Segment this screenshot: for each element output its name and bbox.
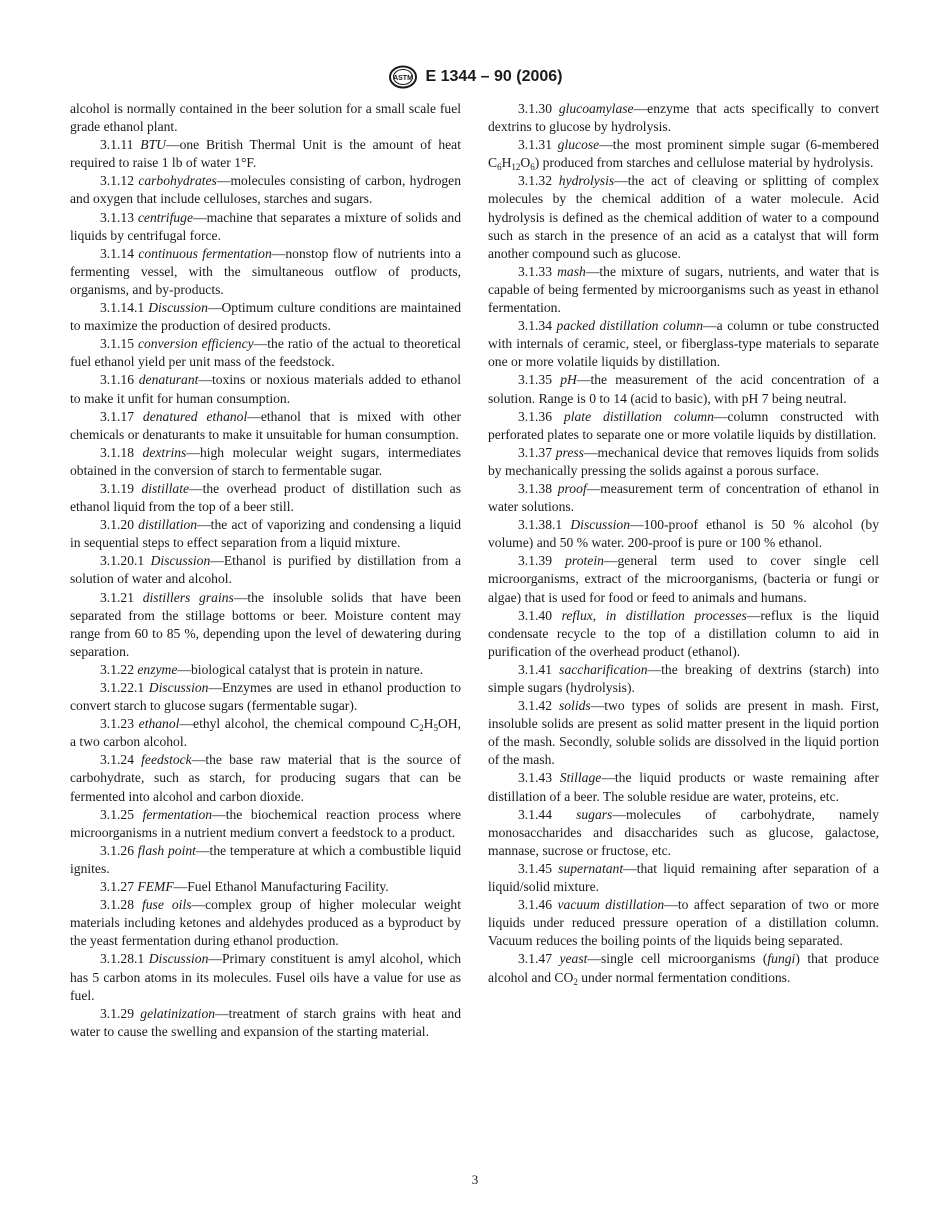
section-number: 3.1.42 [518,698,559,714]
definition-text: —the ratio of the actual to theoretical fuel ethanol yield per unit mass of the feedstock. [70,336,461,370]
defined-term: mash [557,263,586,279]
section-number: 3.1.44 [518,806,577,822]
chemical-subscript: 2 [573,976,578,987]
definition-text: —the breaking of dextrins (starch) into simple sugars (hydrolysis). [488,661,879,695]
defined-term: dextrins [142,444,187,460]
definition-paragraph [488,480,879,516]
defined-term: conversion efficiency [137,336,254,352]
section-number: 3.1.27 [100,879,138,895]
defined-term: sugars [576,806,613,822]
defined-term: Discussion [570,517,631,533]
defined-term: carbohydrates [138,173,217,189]
section-number: 3.1.22.1 [100,680,149,695]
defined-term: distillate [141,480,190,496]
section-number: 3.1.28 [100,897,142,913]
definition-text: —reflux is the liquid condensate recycle to the top of a distillation column to aid in purification of the overhead product (ethanol). [488,607,879,659]
definition-text: —the liquid products or waste remaining after distillation of a beer. The soluble residue are water, proteins, etc. [488,770,879,804]
section-number: 3.1.13 [100,209,138,225]
definition-paragraph [488,516,879,552]
definition-paragraph [70,715,461,751]
section-number: 3.1.33 [518,263,558,279]
definition-paragraph [70,950,461,1004]
definition-text: —Enzymes are used in ethanol production to convert starch to glucose sugars (fermentable sugar). [70,680,461,714]
defined-term: saccharification [559,661,648,677]
definition-paragraph [488,806,879,860]
section-number: 3.1.37 [518,444,556,460]
definition-text: —measurement term of concentration of ethanol in water solutions. [488,480,879,515]
definition-paragraph [70,679,461,715]
definition-paragraph [488,371,879,407]
definition-paragraph [488,408,879,444]
section-number: 3.1.28.1 [100,951,149,967]
definition-text: —to affect separation of two or more liquids under reduced pressure operation of a distillation column. Vacuum reduces the boiling points of the liquids being separated. [488,897,879,949]
definition-text: —Ethanol is purified by distillation from a solution of water and alcohol. [70,553,461,587]
definition-paragraph [70,806,461,842]
defined-term: glucoamylase [558,101,634,116]
definition-text: —complex group of higher molecular weight materials including ketones and aldehydes produced as a byproduct by the yeast fermentation during ethanol production. [70,897,461,949]
definition-text: —Fuel Ethanol Manufacturing Facility. [173,879,389,895]
definition-text: —100-proof ethanol is 50 % alcohol (by volume) and 50 % water. 200-proof is pure or 100 % ethanol. [488,517,880,551]
definition-paragraph [70,589,461,661]
section-number: 3.1.12 [100,173,139,189]
definition-paragraph [70,661,461,679]
defined-term: denaturant [138,372,199,388]
definition-text: —the mixture of sugars, nutrients, and water that is capable of being fermented by microorganisms such as yeast in ethanol fermentation. [488,263,879,316]
defined-term: enzyme [137,661,178,677]
definition-paragraph [488,950,879,986]
section-number: 3.1.45 [518,860,559,876]
definition-paragraph [488,896,879,950]
defined-term: centrifuge [137,209,193,225]
definition-paragraph [488,769,879,805]
section-number: 3.1.14 [100,245,139,261]
defined-term: denatured ethanol [142,408,248,424]
definition-text: —that liquid remaining after separation of a liquid/solid mixture. [488,860,879,895]
section-number: 3.1.35 [518,372,561,388]
section-number: 3.1.15 [100,336,138,352]
defined-term: Discussion [148,951,209,967]
definition-paragraph [488,172,879,262]
right-column [488,100,879,987]
definition-text: —nonstop flow of nutrients into a fermenting vessel, with the simultaneous outflow of products, organisms, and by-products. [70,245,461,297]
left-column [70,100,461,1041]
definition-paragraph [70,842,461,878]
definition-text: —the overhead product of distillation such as ethanol liquid from the top of a beer still. [70,480,461,515]
section-number: 3.1.30 [518,101,559,116]
definition-text: H [423,716,434,732]
section-number: 3.1.29 [100,1005,141,1021]
definition-text: —molecules of carbohydrate, namely monosaccharides and disaccharides such as glucose, galactose, mannase, sucrose or fructose, etc. [488,806,879,858]
section-number: 3.1.38.1 [518,517,571,533]
definition-text: —single cell microorganisms ( [587,951,768,967]
section-number: 3.1.47 [518,951,560,967]
definition-paragraph [70,878,461,896]
definition-text: ) that produce alcohol and CO [488,951,879,985]
defined-term: ethanol [138,716,180,732]
defined-term: distillers grains [142,589,234,605]
defined-term: press [555,444,584,460]
definition-paragraph [488,136,879,172]
definition-paragraph [488,444,879,480]
section-number: 3.1.17 [100,408,143,424]
definition-paragraph [70,1005,461,1041]
definition-text: —machine that separates a mixture of solids and liquids by centrifugal force. [70,209,461,243]
definition-text: —molecules consisting of carbon, hydrogen and oxygen that include celluloses, starches and sugars. [70,173,461,207]
definition-text: —the most prominent simple sugar (6-membered C [488,137,880,171]
definition-paragraph [488,263,879,317]
section-number: 3.1.39 [518,553,566,569]
definition-paragraph [488,317,879,371]
section-number: 3.1.41 [518,661,560,677]
astm-logo-icon [388,65,418,89]
defined-term: vacuum distillation [557,897,665,913]
section-number: 3.1.25 [100,806,143,822]
definition-text: —the biochemical reaction process where microorganisms in a nutrient medium convert a feedstock to a product. [70,806,461,840]
definition-text: —toxins or noxious materials added to ethanol to make it unfit for human consumption. [70,372,461,406]
section-number: 3.1.31 [518,137,558,153]
chemical-subscript: 2 [419,723,424,734]
definition-text: —mechanical device that removes liquids from solids by mechanically pressing the solids against a porous surface. [488,444,879,478]
section-number: 3.1.23 [100,716,139,732]
section-number: 3.1.46 [518,897,558,913]
defined-term: BTU [140,137,166,153]
defined-term: plate distillation column [563,408,714,424]
section-number: 3.1.36 [518,408,564,424]
page-number: 3 [471,1172,479,1187]
section-number: 3.1.32 [518,173,559,189]
definition-text: —Primary constituent is amyl alcohol, which has 5 carbon atoms in its molecules. Fusel oils have a value for use as fuel. [70,951,461,1003]
definition-text: —general term used to cover single cell microorganisms, extract of the microorganisms, (bacteria or fungi or algae) that is used for food or feed to animals and humans. [488,553,879,605]
defined-term: hydrolysis [558,173,615,189]
defined-term: Stillage [559,770,602,786]
document-designation: E 1344 – 90 (2006) [425,68,563,85]
definition-text: —the temperature at which a combustible liquid ignites. [70,842,461,876]
section-number: 3.1.40 [518,607,562,623]
defined-term: feedstock [141,752,192,768]
defined-term: fungi [767,951,796,967]
defined-term: protein [565,553,604,569]
definition-text: under normal fermentation conditions. [577,969,791,985]
definition-paragraph [70,751,461,805]
definition-text: —two types of solids are present in mash. First, insoluble solids are present as solid matter present in the liquid portion of the mash. Secondly, soluble solids are dissolved in the liquid portion of the mash. [488,698,879,768]
definition-text: —ethanol that is mixed with other chemicals or denaturants to make it unsuitable for human consumption. [70,408,462,442]
section-number: 3.1.18 [100,444,143,460]
section-number: 3.1.19 [100,480,142,496]
definition-paragraph [70,408,461,444]
definition-text: alcohol is normally contained in the beer solution for a small scale fuel grade ethanol plant. [70,101,461,135]
definition-text: —column constructed with perforated plates to separate one or more volatile liquids by distillation. [488,408,879,442]
defined-term: fuse oils [141,897,192,913]
definition-paragraph [488,552,879,606]
defined-term: supernatant [558,860,624,876]
definition-paragraph [70,136,461,172]
definition-paragraph [70,245,461,299]
definition-text: —Optimum culture conditions are maintained to maximize the production of desired products. [70,300,462,334]
defined-term: fermentation [142,806,213,822]
defined-term: Discussion [150,553,211,569]
definition-paragraph [488,661,879,697]
defined-term: proof [557,480,587,496]
definition-text: —the act of vaporizing and condensing a liquid in sequential steps to effect separation from a liquid mixture. [70,517,461,551]
chemical-subscript: 5 [433,723,438,734]
definition-text: —the insoluble solids that have been separated from the stillage bottoms or beer. Moisture content may range from 60 to 85 %, depending upon the level of dewatering during separation. [70,589,461,659]
definition-paragraph [70,299,461,335]
definition-text: —ethyl alcohol, the chemical compound C [179,716,420,732]
definition-text: —enzyme that acts specifically to convert dextrins to glucose by hydrolysis. [488,101,880,135]
defined-term: reflux, in distillation processes [561,607,747,623]
definition-paragraph [70,335,461,371]
chemical-subscript: 6 [497,162,502,173]
page-header [0,64,950,90]
chemical-subscript: 12 [511,162,521,173]
definition-text: —the base raw material that is the source of carbohydrate, such as starch, for producing sugars that can be fermented into alcohol and carbon dioxide. [70,752,462,804]
section-number: 3.1.21 [100,589,143,605]
defined-term: distillation [138,517,198,533]
definition-paragraph [70,172,461,208]
definition-paragraph [488,607,879,661]
section-number: 3.1.22 [100,661,138,677]
definition-text: OH, a two carbon alcohol. [70,716,461,750]
definition-paragraph [70,516,461,552]
section-number: 3.1.34 [518,318,557,334]
definition-text: —the measurement of the acid concentration of a solution. Range is 0 to 14 (acid to basic), with pH 7 being neutral. [488,372,879,406]
definition-paragraph [488,860,879,896]
section-number: 3.1.20.1 [100,553,151,569]
defined-term: flash point [137,842,196,858]
section-number: 3.1.20 [100,517,139,533]
defined-term: Discussion [148,300,208,316]
section-number: 3.1.14.1 [100,300,149,316]
definition-paragraph [70,552,461,588]
definition-text: —the act of cleaving or splitting of complex molecules by the chemical addition of a water molecule. Acid hydrolysis is defined as the chemical addition of water to a compound such as starch in the presence of an acid as a catalyst that will form another compound such as glucose. [488,173,879,261]
defined-term: glucose [557,137,600,153]
definition-text: —one British Thermal Unit is the amount of heat required to raise 1 lb of water 1°F. [70,137,461,171]
logo-lettering: ASTM [392,75,413,82]
definition-text: —treatment of starch grains with heat and water to cause the swelling and expansion of the starting material. [70,1005,461,1039]
section-number: 3.1.16 [100,372,139,388]
definition-text: O [520,155,531,171]
defined-term: solids [558,698,591,714]
definition-paragraph [70,100,461,136]
section-number: 3.1.24 [100,752,142,768]
defined-term: Discussion [148,680,209,695]
defined-term: gelatinization [140,1005,216,1021]
defined-term: continuous fermentation [138,245,272,261]
definition-paragraph [70,480,461,516]
defined-term: packed distillation column [556,318,704,334]
section-number: 3.1.11 [100,137,141,153]
definition-paragraph [70,444,461,480]
definition-paragraph [70,209,461,245]
section-number: 3.1.38 [518,480,558,496]
definition-text: —biological catalyst that is protein in nature. [177,661,424,677]
section-number: 3.1.43 [518,770,560,786]
defined-term: FEMF [137,879,174,895]
definition-text: H [501,155,512,171]
definition-paragraph [488,697,879,769]
chemical-subscript: 6 [530,162,535,173]
definition-text: —high molecular weight sugars, intermediates obtained in the conversion of starch to fermentable sugar. [70,444,462,478]
definition-text: —a column or tube constructed with internals of ceramic, steel, or fiberglass-type materials to separate one or more volatile liquids by distillation. [488,318,879,370]
definition-text: ) produced from starches and cellulose material by hydrolysis. [534,155,874,171]
definition-paragraph [70,371,461,407]
defined-term: pH [560,372,577,388]
section-number: 3.1.26 [100,842,138,858]
definition-paragraph [488,100,879,136]
definition-paragraph [70,896,461,950]
defined-term: yeast [559,951,588,967]
